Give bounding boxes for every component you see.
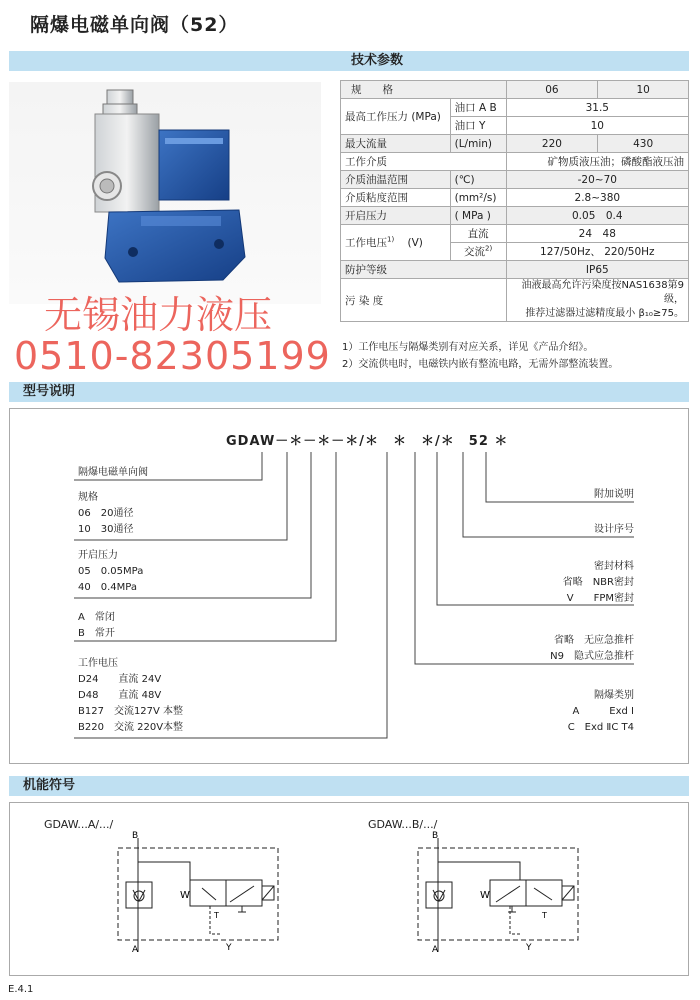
spec-temp-value: -20~70 xyxy=(506,171,688,189)
diagram-2-port-a: A xyxy=(432,945,439,955)
model-right-2: 密封材料 xyxy=(594,561,634,572)
model-left-5: 05 0.05MPa xyxy=(78,566,144,577)
model-left-0: 隔爆电磁单向阀 xyxy=(78,467,148,478)
model-right-1: 设计序号 xyxy=(594,524,634,535)
model-left-11: D48 直流 48V xyxy=(78,690,162,701)
diagram-1-spring-label: W xyxy=(180,890,190,901)
spec-protection-value: IP65 xyxy=(506,261,688,279)
model-right-8: A Exd Ⅰ xyxy=(572,706,634,717)
spec-flow-06: 220 xyxy=(506,135,598,153)
diagram-1-label: GDAW...A/.../ xyxy=(44,818,114,831)
model-right-7: 隔爆类别 xyxy=(594,690,634,701)
spec-protection-label: 防护等级 xyxy=(341,261,507,279)
spec-ac-cell: 交流$^{2)}$ xyxy=(450,243,506,261)
diagram-2-spring-label: W xyxy=(480,890,490,901)
spec-dc-label: 直流 xyxy=(450,225,506,243)
spec-contamination-label: 污 染 度 xyxy=(341,279,507,322)
spec-size-10: 10 xyxy=(598,81,689,99)
model-left-13: B220 交流 220V本整 xyxy=(78,722,184,733)
model-left-12: B127 交流127V 本整 xyxy=(78,706,184,717)
model-left-3: 10 30通径 xyxy=(78,524,134,535)
page-number: E.4.1 xyxy=(8,984,34,995)
spec-pressure-label: 最高工作压力 (MPa) xyxy=(341,99,451,135)
spec-port-ab: 油口 A B xyxy=(450,99,506,117)
model-left-9: 工作电压 xyxy=(78,658,118,669)
model-right-4: V FPM密封 xyxy=(566,593,634,604)
model-left-8: B 常开 xyxy=(78,628,115,639)
diagram-2-port-b: B xyxy=(432,831,439,841)
model-left-7: A 常闭 xyxy=(78,612,115,623)
model-right-9: C Exd ⅡC T4 xyxy=(567,722,634,733)
spec-viscosity-label: 介质粘度范围 xyxy=(341,189,451,207)
diagram-1-symbol xyxy=(100,830,300,960)
spec-size-label: 规 格 xyxy=(341,81,507,99)
diagram-2-port-y: Y xyxy=(526,943,532,953)
model-left-2: 06 20通径 xyxy=(78,508,134,519)
spec-flow-10: 430 xyxy=(598,135,689,153)
spec-viscosity-unit: (mm²/s) xyxy=(450,189,506,207)
model-left-6: 40 0.4MPa xyxy=(78,582,137,593)
spec-medium-value: 矿物质液压油；磷酸酯液压油 xyxy=(506,153,688,171)
spec-port-y: 油口 Y xyxy=(450,117,506,135)
spec-port-ab-value: 31.5 xyxy=(506,99,688,117)
spec-ac-label: 交流 xyxy=(464,246,485,258)
model-left-1: 规格 xyxy=(78,492,98,503)
note-2: 2）交流供电时，电磁铁内嵌有整流电路，无需外部整流装置。 xyxy=(342,359,619,370)
watermark-company: 无锡油力液压 xyxy=(44,293,273,337)
spec-flow-label: 最大流量 xyxy=(341,135,451,153)
diagram-1-port-b: B xyxy=(132,831,139,841)
section-bar-symbols xyxy=(9,776,689,796)
section-title-symbols: 机能符号 xyxy=(23,778,76,793)
spec-cracking-unit: ( MPa ) xyxy=(450,207,506,225)
spec-contamination-line2: 推荐过滤器过滤精度最小 β₁₀≥75。 xyxy=(525,308,684,319)
diagram-1-port-y: Y xyxy=(226,943,232,953)
spec-viscosity-value: 2.8~380 xyxy=(506,189,688,207)
model-right-6: N9 隐式应急推杆 xyxy=(550,651,634,662)
model-left-4: 开启压力 xyxy=(78,550,118,561)
spec-medium-label: 工作介质 xyxy=(341,153,507,171)
diagram-2-symbol xyxy=(400,830,600,960)
spec-ac-value: 127/50Hz、 220/50Hz xyxy=(506,243,688,261)
diagram-2-label: GDAW...B/.../ xyxy=(368,818,438,831)
page-title: 隔爆电磁单向阀（52） xyxy=(30,14,239,36)
model-right-5: 省略 无应急推杆 xyxy=(554,635,634,646)
spec-voltage-unit: (V) xyxy=(407,237,423,249)
spec-flow-unit: (L/min) xyxy=(450,135,506,153)
model-left-10: D24 直流 24V xyxy=(78,674,162,685)
spec-voltage-label: 工作电压 xyxy=(345,237,387,249)
spec-voltage-cell: 工作电压$^{1)}$ (V) xyxy=(341,225,451,261)
diagram-2-tank-label: T xyxy=(542,911,547,920)
spec-port-y-value: 10 xyxy=(506,117,688,135)
section-title-tech-params: 技术参数 xyxy=(350,53,403,68)
model-right-3: 省略 NBR密封 xyxy=(562,577,634,588)
section-title-model-code: 型号说明 xyxy=(23,384,76,399)
model-code-string: GDAW－＊－＊－＊/＊ ＊ ＊/＊ 52 ＊ xyxy=(226,434,509,449)
watermark-phone: 0510-82305199 xyxy=(14,334,331,378)
spec-temp-unit: (℃) xyxy=(450,171,506,189)
spec-cracking-label: 开启压力 xyxy=(341,207,451,225)
spec-temp-label: 介质油温范围 xyxy=(341,171,451,189)
spec-dc-value: 24 48 xyxy=(506,225,688,243)
note-1: 1）工作电压与隔爆类别有对应关系，详见《产品介绍》。 xyxy=(342,342,594,353)
diagram-1-port-a: A xyxy=(132,945,139,955)
spec-size-06: 06 xyxy=(506,81,598,99)
spec-contamination-line1: 油液最高允许污染度按NAS1638第9级， xyxy=(521,280,684,305)
model-right-0: 附加说明 xyxy=(594,489,634,500)
diagram-1-tank-label: T xyxy=(214,911,219,920)
spec-cracking-value: 0.05 0.4 xyxy=(506,207,688,225)
